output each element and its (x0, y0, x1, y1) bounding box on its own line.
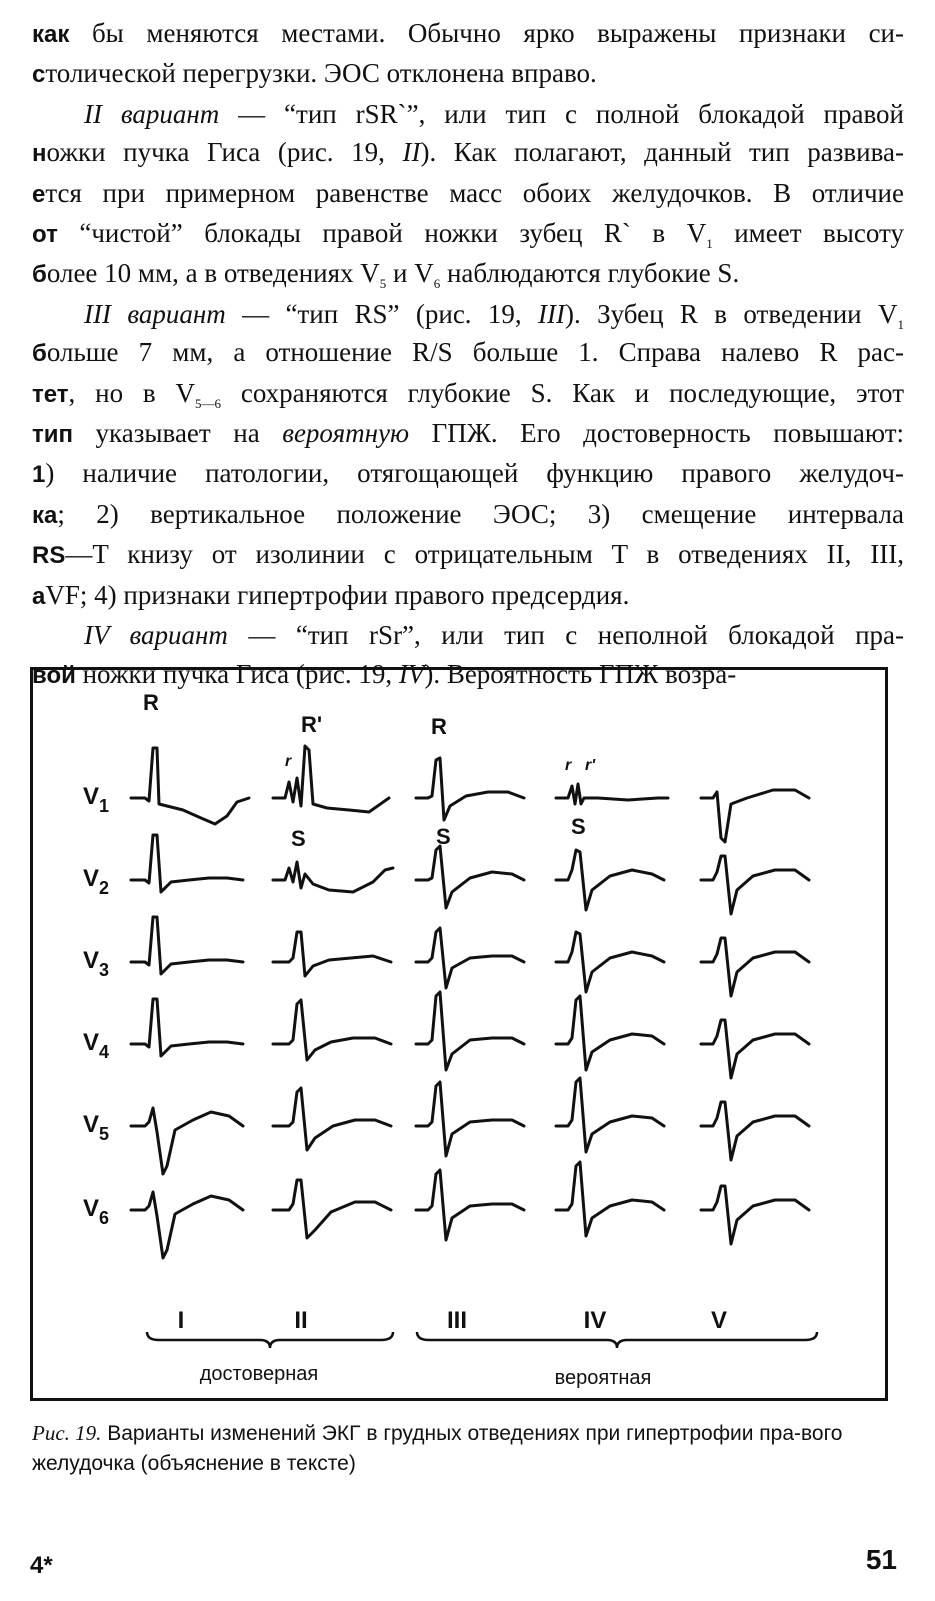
text-segment: II вариант (84, 98, 220, 129)
text-segment: 1 (32, 461, 46, 489)
lead-label-v6: $V_6$ (83, 1195, 110, 1228)
text-line (32, 295, 904, 333)
ecg-trace-v6-variant-iii (416, 1170, 524, 1240)
text-segment: ожки пучка Гиса (рис. 19, (46, 137, 403, 168)
text-segment: указывает на (73, 418, 283, 449)
brace-reliable (147, 1332, 393, 1348)
text-segment: тип (32, 421, 74, 449)
text-segment: ножки пучка Гиса (рис. 19, (75, 658, 399, 689)
text-line (32, 535, 904, 575)
variant-label-i: I (177, 1307, 185, 1334)
variant-label-v: V (710, 1307, 728, 1334)
text-segment: от (32, 221, 58, 249)
text-segment: е (32, 180, 46, 208)
ecg-trace-v6-variant-i (131, 1192, 243, 1258)
caption-number: Рис. 19. (32, 1421, 102, 1445)
wave-label-r-small: r (565, 757, 572, 774)
text-segment: ). Зубец R в отведении V (565, 298, 898, 329)
text-segment: IV вариант (84, 620, 228, 651)
wave-label-r-prime: R' (301, 712, 323, 737)
text-segment: — “тип rSr”, или тип с неполной блокадой пра- (227, 620, 904, 651)
ecg-trace-v4-variant-iv (556, 996, 664, 1070)
text-line (32, 333, 904, 373)
wave-label-r: R (143, 690, 159, 715)
lead-label-v1: $V_1$ (83, 783, 110, 816)
text-segment: 5—6 (195, 395, 221, 411)
text-segment: ; 2) вертикальное положение ЭОС; 3) смещение интервала (57, 498, 904, 529)
signature-mark: 4* (30, 1552, 53, 1579)
lead-label-v3: $V_3$ (83, 947, 110, 980)
text-segment: a (32, 582, 46, 610)
text-line (32, 414, 904, 454)
text-line (32, 54, 904, 94)
text-segment: толической перегрузки. ЭОС отклонена вправо. (45, 58, 597, 89)
text-segment: ка (32, 501, 58, 529)
text-segment: и V (386, 258, 434, 289)
ecg-trace-v6-variant-ii (273, 1180, 391, 1238)
ecg-trace-v5-variant-i (131, 1108, 243, 1174)
text-segment: ). Как полагают, данный тип развива- (420, 137, 904, 168)
text-segment: — “тип rSR`”, или тип с полной блокадой правой (219, 98, 904, 129)
text-segment: 1 (897, 316, 904, 332)
ecg-chart (33, 670, 885, 1398)
ecg-trace-v6-variant-iv (556, 1162, 664, 1236)
ecg-trace-v2-variant-ii (273, 862, 393, 892)
ecg-trace-v4-variant-iii (416, 992, 524, 1070)
text-segment: как (32, 21, 70, 48)
text-segment: II (402, 137, 421, 168)
text-segment: IV (398, 658, 425, 689)
text-segment: — “тип RS” (рис. 19, (225, 298, 539, 329)
ecg-trace-v4-variant-ii (273, 1000, 391, 1060)
text-segment: наблюдаются глубокие S. (440, 258, 740, 289)
text-segment: сохраняются глубокие S. Как и последующие, этот (221, 377, 904, 408)
text-line (32, 576, 904, 616)
text-segment: ) наличие патологии, отягощающей функцию правого желудоч- (45, 458, 904, 489)
text-segment: олее 10 мм, а в отведениях V (46, 258, 380, 289)
text-segment: 1 (706, 236, 713, 252)
ecg-trace-v2-variant-i (131, 835, 243, 892)
ecg-trace-v5-variant-iii (416, 1082, 524, 1156)
wave-label-r: R (431, 714, 447, 739)
ecg-trace-v1-variant-iv (556, 784, 668, 804)
text-segment: , но в V (68, 377, 195, 408)
text-segment: вероятную (282, 418, 410, 449)
wave-label-r-small: r (285, 753, 292, 770)
text-segment: б (32, 340, 47, 368)
ecg-trace-v1-variant-i (131, 748, 249, 824)
lead-label-v2: $V_2$ (83, 865, 110, 898)
text-line (32, 454, 904, 494)
text-segment: —T книзу от изолинии с отрицательным T в отведениях II, III, (65, 539, 904, 570)
ecg-trace-v2-variant-v (701, 856, 809, 914)
text-segment: б (32, 261, 47, 289)
variant-label-iv: IV (583, 1307, 607, 1334)
text-line (32, 214, 904, 254)
text-segment: RS (32, 542, 66, 570)
text-segment: 5 (379, 276, 387, 292)
ecg-trace-v3-variant-iii (416, 928, 524, 988)
wave-label-s: S (291, 826, 306, 851)
ecg-trace-v1-variant-v (701, 790, 809, 842)
wave-label-r-prime-small: r' (585, 757, 596, 774)
text-line (32, 616, 904, 654)
text-segment: бы меняются местами. Обычно ярко выражены признаки си- (69, 18, 904, 48)
text-segment: III вариант (84, 298, 226, 329)
text-segment: вой (32, 661, 76, 689)
ecg-trace-v3-variant-v (701, 938, 809, 996)
ecg-trace-v3-variant-ii (273, 932, 391, 976)
text-line (32, 95, 904, 133)
figure-caption (32, 1418, 892, 1479)
ecg-trace-v3-variant-i (131, 917, 243, 974)
ecg-trace-v2-variant-iii (416, 846, 524, 908)
ecg-trace-v5-variant-ii (273, 1088, 391, 1150)
text-segment: ГПЖ. Его достоверность повышают: (409, 418, 904, 449)
wave-label-s: S (571, 814, 586, 839)
text-segment: ольше 7 мм, а отношение R/S больше 1. Справа налево R рас- (46, 337, 904, 368)
text-line (32, 374, 904, 414)
text-segment: ). Вероятность ГПЖ возра- (424, 658, 737, 689)
text-line (32, 174, 904, 214)
text-segment: 6 (433, 276, 441, 292)
text-segment: н (32, 140, 47, 168)
body-text (32, 14, 904, 695)
caption-text: Варианты изменений ЭКГ в грудных отведениях при гипертрофии пра-вого желудочка (объяснение в тексте) (32, 1422, 843, 1475)
group-label-probable: вероятная (554, 1367, 652, 1389)
variant-label-ii: II (294, 1307, 308, 1334)
ecg-trace-v4-variant-i (131, 999, 243, 1056)
text-segment: с (32, 61, 46, 89)
lead-label-v5: $V_5$ (83, 1111, 110, 1144)
ecg-trace-v4-variant-v (701, 1020, 809, 1078)
page-number: 51 (865, 1544, 897, 1575)
ecg-trace-v2-variant-iv (556, 850, 664, 910)
text-segment: VF; 4) признаки гипертрофии правого предсердия. (45, 579, 630, 610)
text-segment: “чистой” блокады правой ножки зубец R` в V (57, 218, 707, 249)
ecg-trace-v5-variant-iv (556, 1078, 664, 1152)
text-segment: имеет высоту (712, 218, 905, 249)
text-segment: III (538, 298, 565, 329)
text-line (32, 14, 904, 54)
brace-probable (417, 1332, 817, 1348)
text-line (32, 495, 904, 535)
lead-label-v4: $V_4$ (83, 1029, 110, 1062)
text-line (32, 254, 904, 294)
variant-label-iii: III (446, 1307, 468, 1334)
ecg-trace-v6-variant-v (701, 1186, 809, 1244)
ecg-trace-v3-variant-iv (556, 932, 664, 992)
wave-label-s: S (436, 824, 451, 849)
text-line (32, 133, 904, 173)
ecg-figure (30, 667, 888, 1401)
text-segment: тся при примерном равенстве масс обоих желудочков. В отличие (45, 177, 904, 208)
ecg-trace-v5-variant-v (701, 1102, 809, 1160)
text-segment: тет (32, 380, 69, 408)
ecg-trace-v1-variant-iii (416, 758, 524, 820)
group-label-reliable: достоверная (199, 1363, 319, 1385)
